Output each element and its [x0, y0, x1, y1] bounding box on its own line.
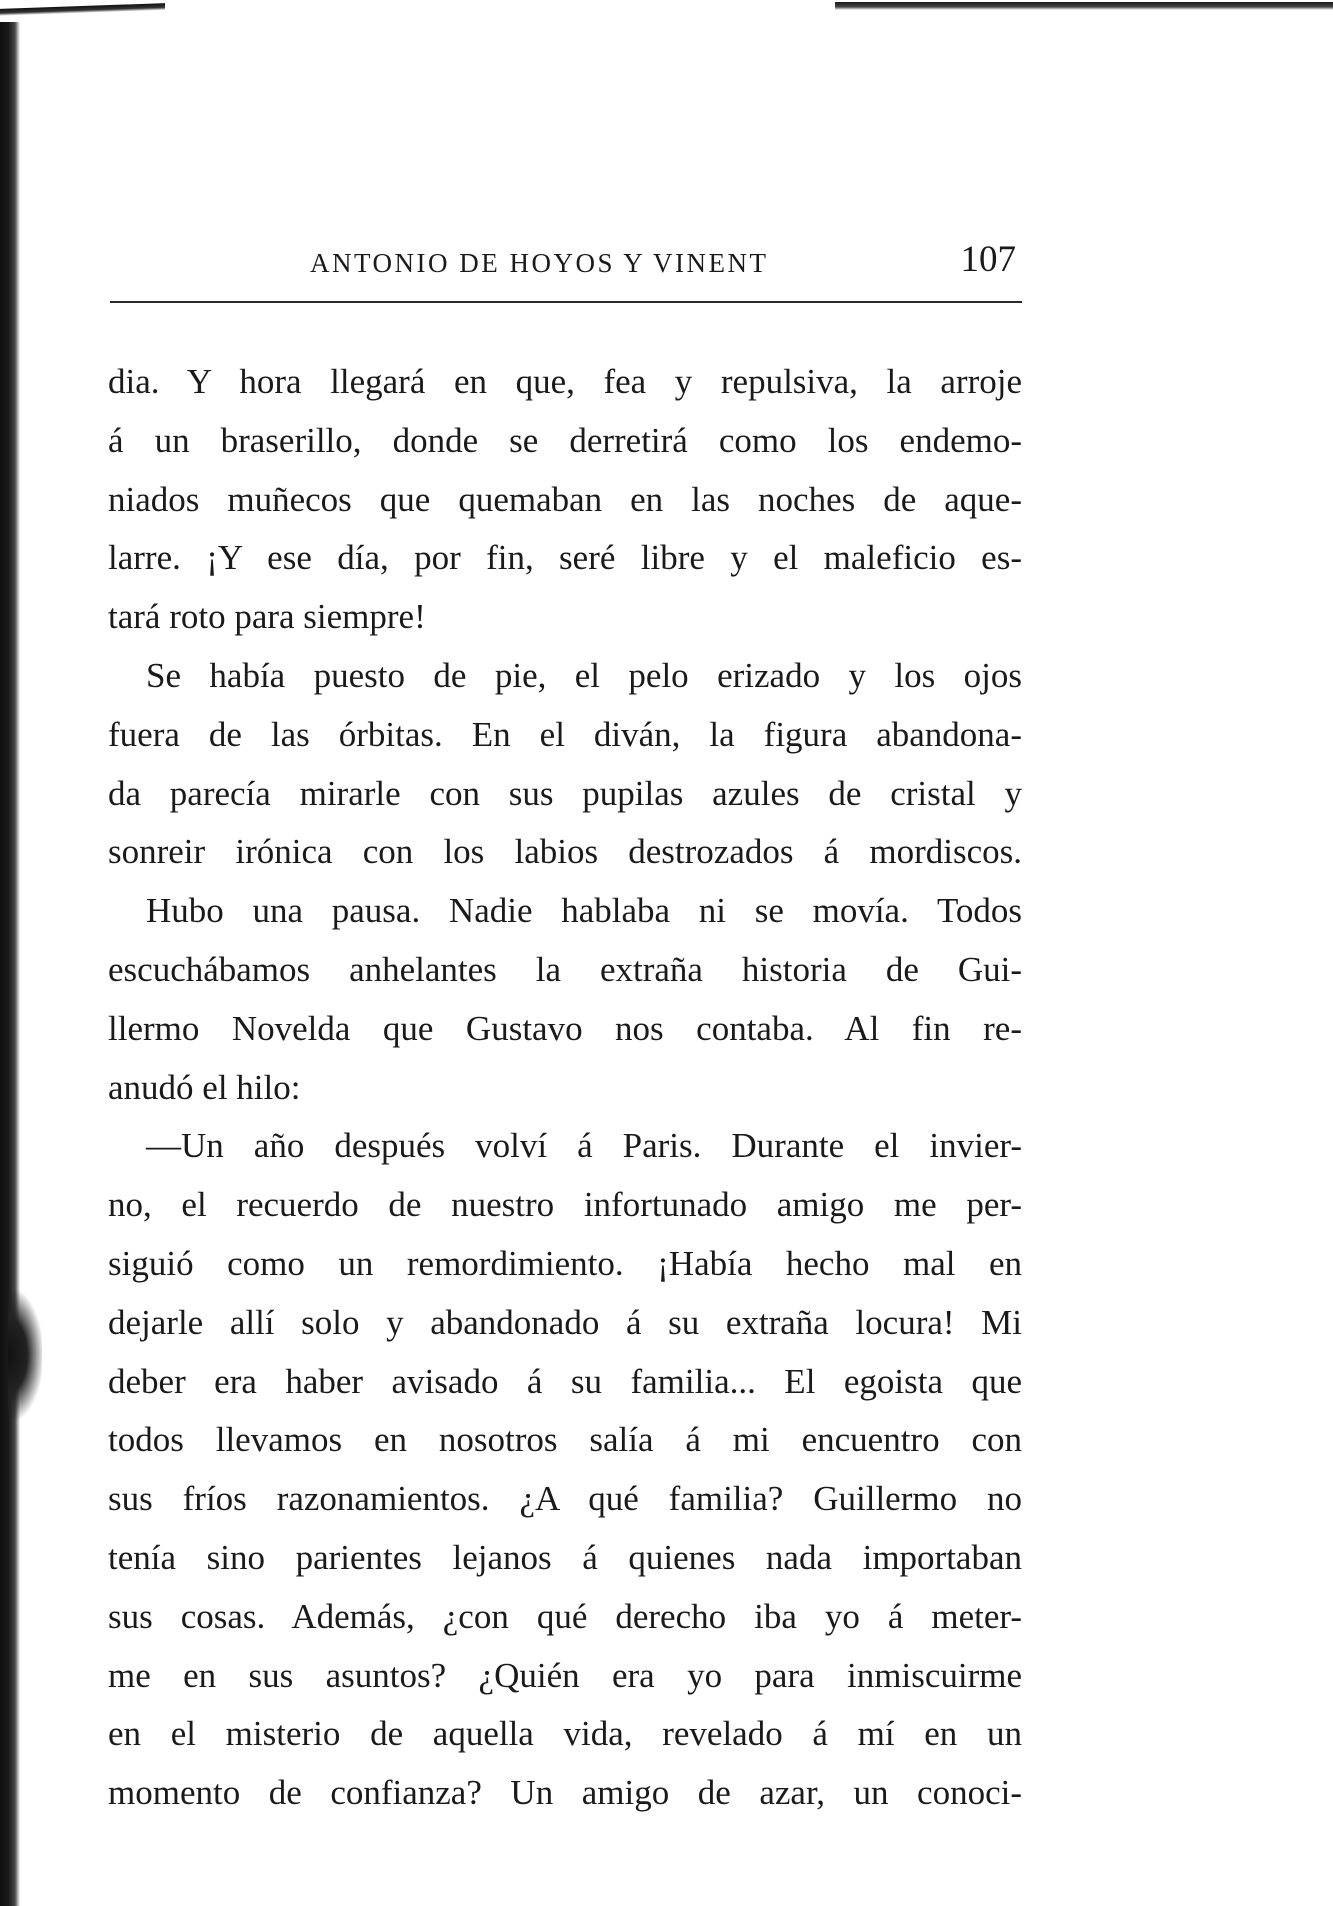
- text-line: sus fríos razonamientos. ¿A qué familia? Guillermo no: [108, 1479, 1022, 1519]
- text-line: niados muñecos que quemaban en las noches de aque-: [108, 479, 1022, 519]
- text-line: dejarle allí solo y abandonado á su extraña locura! Mi: [108, 1302, 1022, 1342]
- text-line: deber era haber avisado á su familia... El egoista que: [108, 1361, 1022, 1401]
- text-line: Se había puesto de pie, el pelo erizado y los ojos: [146, 655, 1022, 695]
- text-line: anudó el hilo:: [108, 1067, 301, 1107]
- text-line: escuchábamos anhelantes la extraña historia de Gui-: [108, 949, 1022, 989]
- text-line: llermo Novelda que Gustavo nos contaba. Al fin re-: [108, 1008, 1022, 1048]
- text-line: á un braserillo, donde se derretirá como los endemo-: [108, 420, 1022, 460]
- text-line: tará roto para siempre!: [108, 597, 426, 637]
- running-head: ANTONIO DE HOYOS Y VINENT: [310, 248, 769, 278]
- text-line: —Un año después volví á Paris. Durante el invier-: [146, 1126, 1022, 1166]
- text-line: fuera de las órbitas. En el diván, la figura abandona-: [108, 714, 1022, 754]
- page-number: 107: [960, 239, 1016, 280]
- text-line: Hubo una pausa. Nadie hablaba ni se movía. Todos: [146, 891, 1022, 931]
- text-line: me en sus asuntos? ¿Quién era yo para inmiscuirme: [108, 1655, 1022, 1695]
- scan-binding-edge: [0, 22, 20, 1906]
- header-rule: [110, 301, 1022, 303]
- text-line: siguió como un remordimiento. ¡Había hecho mal en: [108, 1243, 1022, 1283]
- scan-edge-top-left: [0, 3, 165, 16]
- text-line: todos llevamos en nosotros salía á mi encuentro con: [108, 1420, 1022, 1460]
- text-line: tenía sino parientes lejanos á quienes nada importaban: [108, 1537, 1022, 1577]
- body-text: [108, 353, 1022, 1823]
- page-header: [110, 238, 1022, 288]
- text-line: larre. ¡Y ese día, por fin, seré libre y el maleficio es-: [108, 538, 1022, 578]
- text-line: da parecía mirarle con sus pupilas azules de cristal y: [108, 773, 1022, 813]
- scan-edge-top-right: [835, 2, 1333, 10]
- scan-binding-shadow: [8, 1290, 42, 1420]
- text-line: momento de confianza? Un amigo de azar, un conoci-: [108, 1773, 1022, 1813]
- text-line: en el misterio de aquella vida, revelado á mí en un: [108, 1714, 1022, 1754]
- text-line: dia. Y hora llegará en que, fea y repulsiva, la arroje: [108, 362, 1022, 401]
- text-line: sus cosas. Además, ¿con qué derecho iba yo á meter-: [108, 1596, 1022, 1636]
- text-line: sonreir irónica con los labios destrozados á mordiscos.: [108, 832, 1022, 872]
- text-line: no, el recuerdo de nuestro infortunado amigo me per-: [108, 1185, 1022, 1225]
